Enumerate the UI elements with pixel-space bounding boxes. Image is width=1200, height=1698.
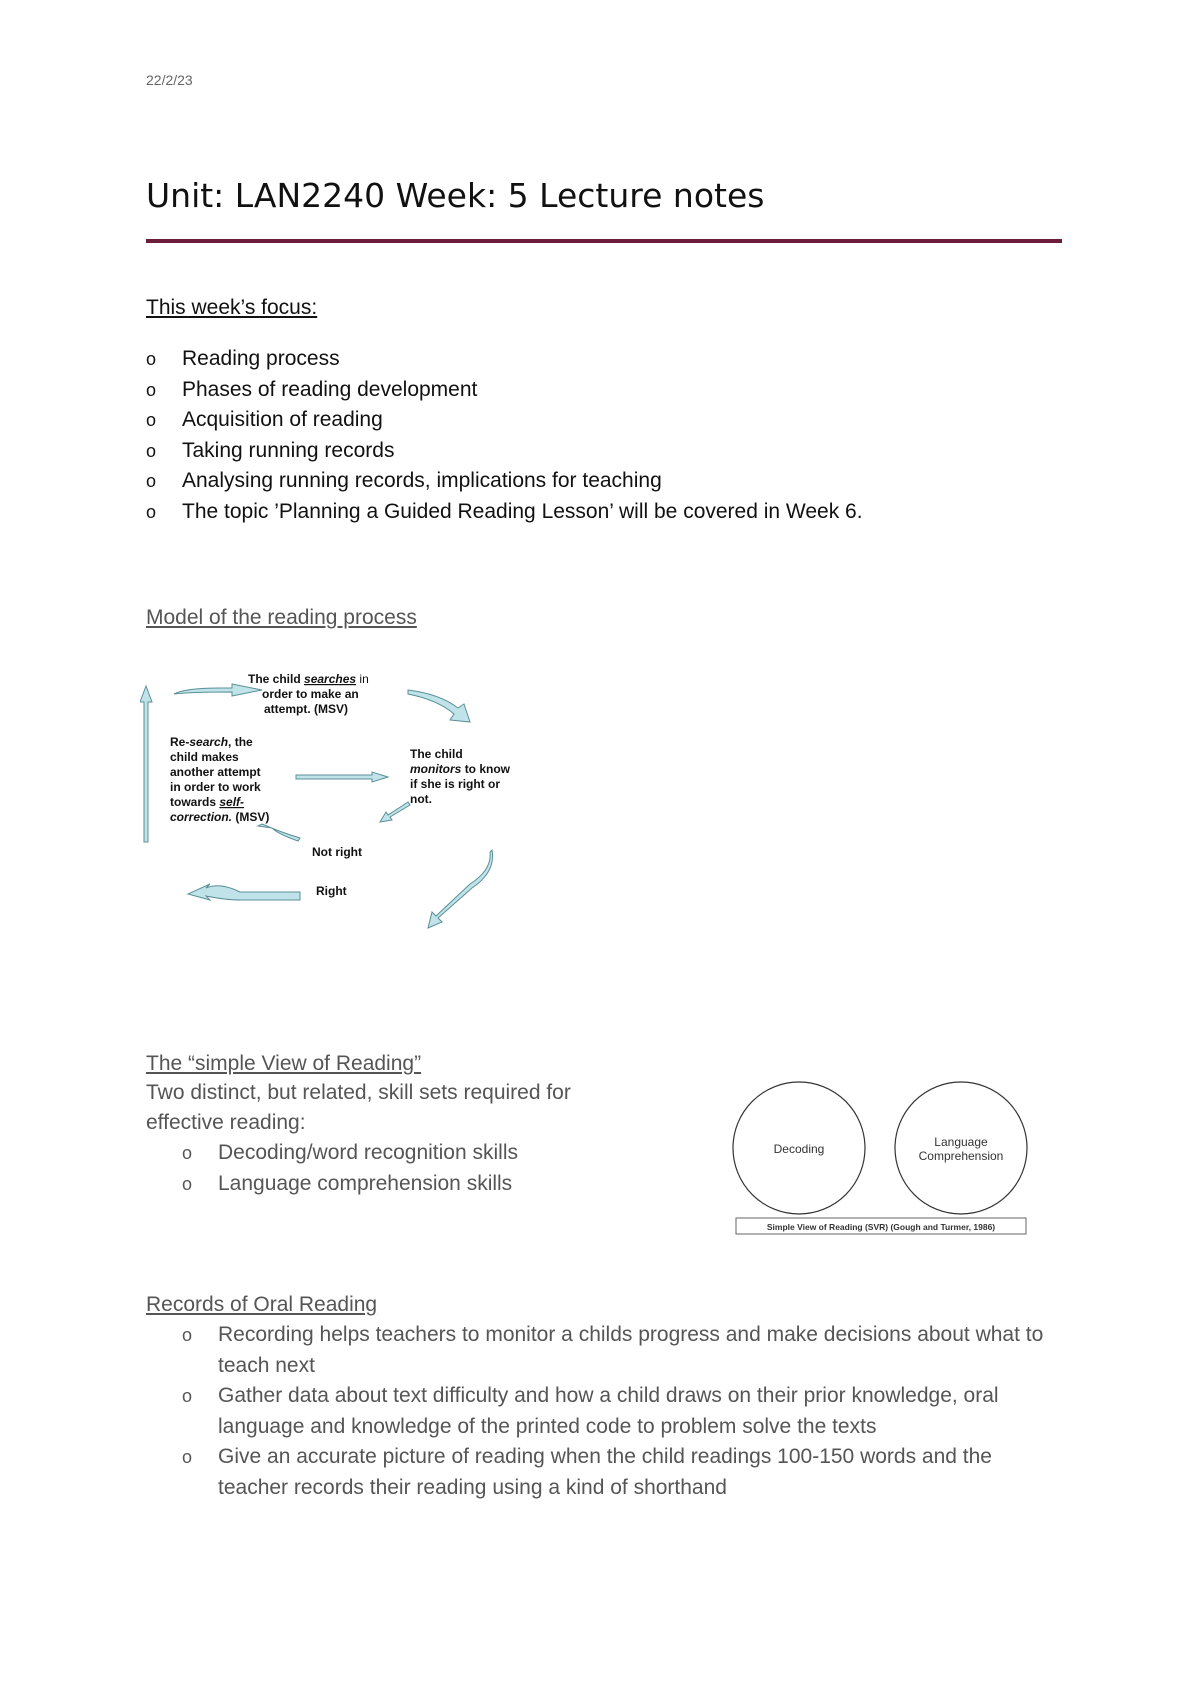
list-item: o Language comprehension skills	[182, 1169, 518, 1200]
bullet-icon: o	[146, 379, 157, 400]
arrow-curve-bottom-icon	[428, 850, 493, 928]
list-item: o Reading process	[146, 344, 863, 375]
svr-heading: The “simple View of Reading”	[146, 1052, 422, 1075]
svr-figure	[724, 1078, 1034, 1243]
arrow-small-diagonal-icon	[380, 802, 410, 822]
list-item: o Recording helps teachers to monitor a childs progress and make decisions about what to teach next	[182, 1320, 1062, 1381]
bullet-icon: o	[182, 1386, 193, 1406]
focus-heading: This week’s focus:	[146, 296, 318, 319]
list-item: o Taking running records	[146, 436, 863, 467]
arrow-up-icon	[140, 686, 152, 842]
list-item: o The topic ’Planning a Guided Reading Lesson’ will be covered in Week 6.	[146, 497, 863, 528]
list-item: o Phases of reading development	[146, 375, 863, 406]
reading-process-diagram	[140, 660, 560, 930]
arrow-middle-icon	[296, 772, 388, 782]
bullet-icon: o	[146, 440, 157, 461]
list-item: o Analysing running records, implications for teaching	[146, 466, 863, 497]
svr-intro-text: Two distinct, but related, skill sets required for effective reading:	[146, 1081, 571, 1134]
title-underline-rule	[146, 239, 1062, 243]
search-text: The child searches in order to make an attempt. (MSV)	[248, 672, 369, 716]
comprehension-label-line1: Language	[934, 1135, 988, 1149]
not-right-label: Not right	[312, 845, 362, 859]
model-heading: Model of the reading process	[146, 606, 417, 629]
arrow-bottom-left-icon	[188, 884, 300, 900]
bullet-icon: o	[146, 349, 157, 369]
research-text: Re-search, the child makes another attempt in order to work towards self- correction. (MSV)	[170, 735, 270, 824]
bullet-icon: o	[146, 471, 157, 492]
bullet-icon: o	[182, 1447, 193, 1467]
document-date: 22/2/23	[146, 72, 193, 88]
monitor-text: The child monitors to know if she is right or not.	[410, 747, 511, 806]
bullet-icon: o	[146, 501, 157, 522]
list-item: o Give an accurate picture of reading when the child readings 100-150 words and the teacher records their reading using a kind of shorthand	[182, 1442, 1062, 1503]
arrow-not-right-icon	[258, 824, 300, 841]
arrow-curve-right-icon	[408, 690, 470, 722]
svr-caption: Simple View of Reading (SVR) (Gough and Turmer, 1986)	[766, 1222, 996, 1232]
right-label: Right	[316, 884, 347, 898]
bullet-icon: o	[182, 1173, 193, 1194]
focus-list	[146, 344, 863, 528]
list-item: o Acquisition of reading	[146, 405, 863, 436]
list-item: o Gather data about text difficulty and how a child draws on their prior knowledge, oral language and knowledge of the printed code to problem solve the texts	[182, 1381, 1062, 1442]
svr-list	[182, 1138, 518, 1199]
bullet-icon: o	[182, 1143, 193, 1163]
bullet-icon: o	[146, 410, 157, 431]
comprehension-label-line2: Comprehension	[918, 1149, 1004, 1163]
bullet-icon: o	[182, 1325, 193, 1345]
decoding-label: Decoding	[773, 1142, 825, 1156]
list-item: o Decoding/word recognition skills	[182, 1138, 518, 1169]
records-list	[182, 1320, 1062, 1503]
records-heading: Records of Oral Reading	[146, 1293, 378, 1316]
page-title: Unit: LAN2240 Week: 5 Lecture notes	[146, 176, 765, 215]
